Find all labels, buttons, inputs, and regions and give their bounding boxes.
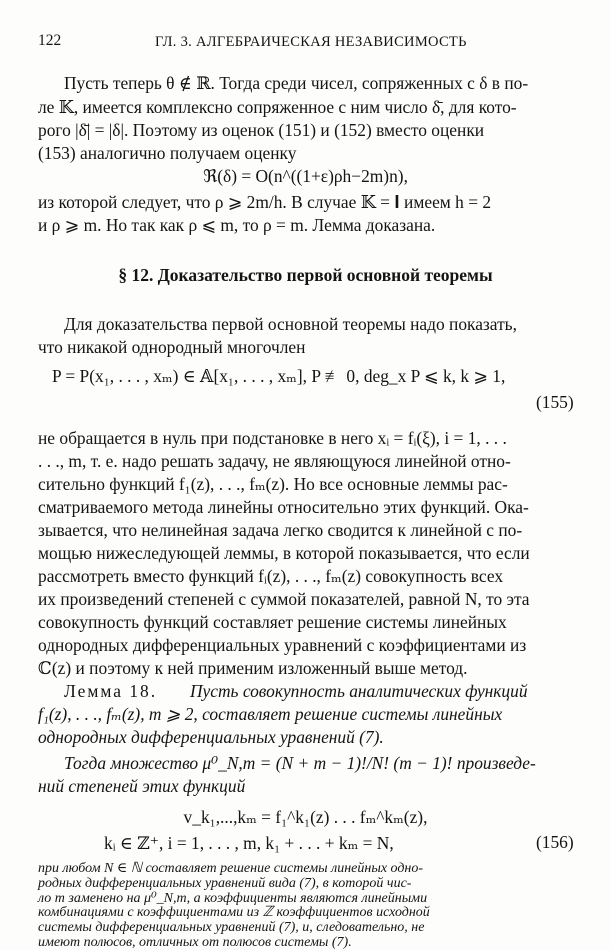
- equation-number: (155): [536, 392, 574, 412]
- text-line: зывается, что нелинейная задача легко сводится к линейной с по-: [38, 520, 523, 540]
- equation-156-line2: kᵢ ∈ ℤ⁺, i = 1, . . . , m, k₁ + . . . + kₘ = N,: [104, 833, 394, 853]
- text-line: и ρ ⩾ m. Но так как ρ ⩽ m, то ρ = m. Лемма доказана.: [38, 215, 436, 235]
- text-line: однородных дифференциальных уравнений с коэффициентами из: [38, 635, 527, 655]
- equation-155: P = P(x₁, . . . , xₘ) ∈ 𝔸[x₁, . . . , xₘ], P ≢ 0, deg_x P ⩽ k, k ⩾ 1,: [52, 366, 506, 386]
- text-line: системы дифференциальных уравнений (7), и, следовательно, не: [38, 920, 425, 936]
- text-line: не обращается в нуль при подстановке в него xᵢ = fᵢ(ξ), i = 1, . . .: [38, 428, 507, 448]
- text-line: рассмотреть вместо функций fᵢ(z), . . ., fₘ(z) совокупность всех: [38, 566, 504, 586]
- text-line: их произведений степеней с суммой показателей, равной N, то эта: [38, 589, 530, 609]
- text-line: имеют полюсов, отличных от полюсов системы (7).: [38, 935, 352, 950]
- page-number: 122: [38, 32, 62, 49]
- lemma-text: f₁(z), . . ., fₘ(z), m ⩾ 2, составляет решение системы линейных: [38, 704, 503, 724]
- text-line: Тогда множество μ⁰_N,m = (N + m − 1)!/N! (m − 1)! произведе-: [64, 753, 536, 773]
- text-line: ℂ(z) и поэтому к ней применим изложенный выше метод.: [38, 658, 468, 678]
- text-line: сительно функций f₁(z), . . ., fₘ(z). Но все основные леммы рас-: [38, 474, 508, 494]
- section-title: § 12. Доказательство первой основной теоремы: [118, 265, 493, 285]
- text-line: рого |δ̄| = |δ|. Поэтому из оценок (151) и (152) вместо оценки: [38, 120, 485, 140]
- text-line: родных дифференциальных уравнений вида (7), в которой чис-: [38, 875, 412, 891]
- lemma-text: Пусть совокупность аналитических функций: [190, 681, 528, 701]
- text-line: сматриваемого метода линейны относительно этих функций. Ока-: [38, 497, 529, 517]
- text-line: мощью нижеследующей леммы, в которой показывается, что если: [38, 543, 530, 563]
- text-line: Пусть теперь θ ∉ ℝ. Тогда среди чисел, сопряженных с δ в по-: [64, 73, 529, 93]
- text-line: Для доказательства первой основной теоремы надо показать,: [64, 314, 517, 334]
- text-line: ло m заменено на μ⁰_N,m, а коэффициенты являются линейными: [38, 890, 428, 906]
- formula: ℜ(δ) = O(n^((1+ε)ρh−2m)n),: [203, 166, 408, 186]
- lemma-label: Лемма 18.: [64, 681, 158, 701]
- equation-156-line1: v_k₁,...,kₘ = f₁^k₁(z) . . . fₘ^kₘ(z),: [183, 807, 428, 827]
- text-line: ле 𝕂, имеется комплексно сопряженное с ним число δ̄, для кото-: [38, 97, 517, 117]
- text-line: из которой следует, что ρ ⩾ 2m/h. В случае 𝕂 = 𝐈 имеем h = 2: [38, 192, 492, 212]
- lemma-text: однородных дифференциальных уравнений (7).: [38, 727, 384, 747]
- text-line: комбинациями с коэффициентами из ℤ коэффициентов исходной: [38, 905, 430, 921]
- text-line: при любом N ∈ ℕ составляет решение системы линейных одно-: [38, 861, 424, 876]
- text-line: . . ., m, т. е. надо решать задачу, не являющуюся линейной отно-: [38, 451, 511, 471]
- running-title: ГЛ. 3. АЛГЕБРАИЧЕСКАЯ НЕЗАВИСИМОСТЬ: [155, 34, 467, 50]
- text-line: совокупность функций составляет решение системы линейных: [38, 612, 507, 632]
- equation-number: (156): [536, 832, 574, 852]
- text-line: что никакой однородный многочлен: [38, 337, 306, 357]
- text-line: (153) аналогично получаем оценку: [38, 143, 297, 163]
- text-line: ний степеней этих функций: [38, 776, 246, 796]
